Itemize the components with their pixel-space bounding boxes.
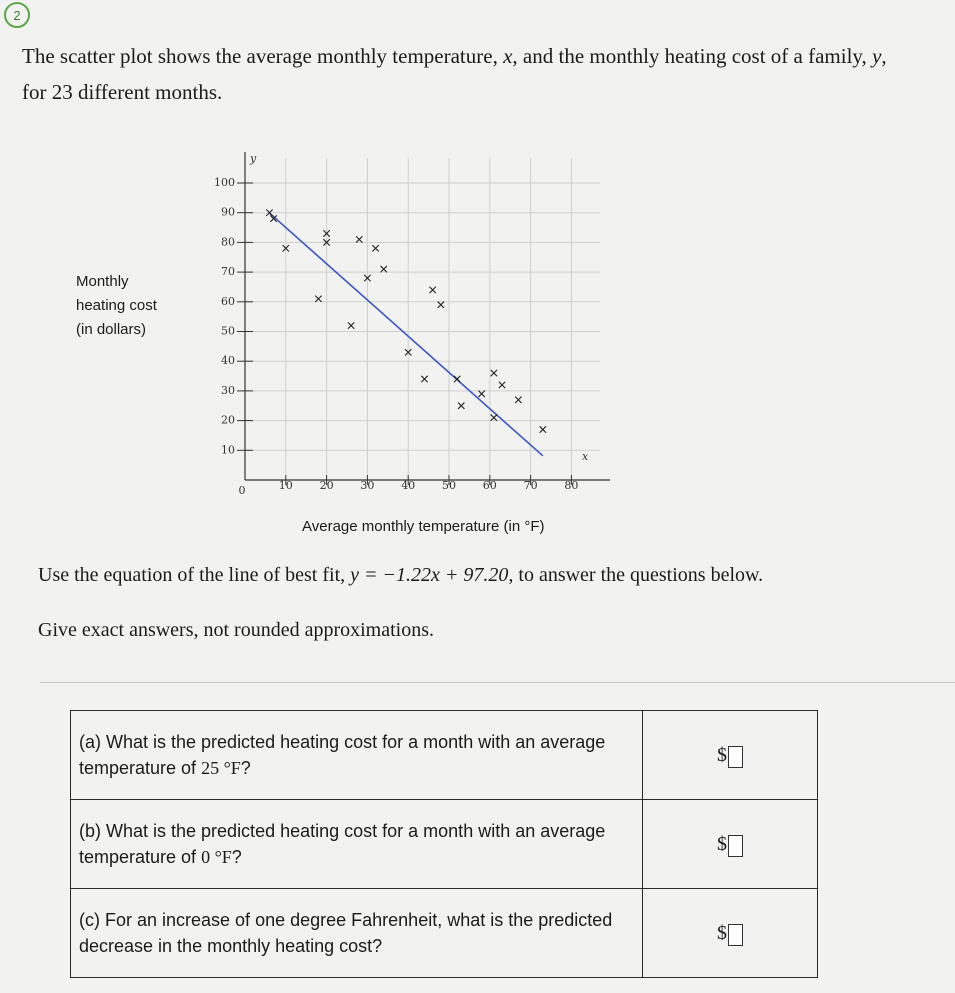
question-b-prompt: (b) What is the predicted heating cost for a month with an average temperature of [79, 821, 606, 867]
y-tick-label: 70 [221, 265, 235, 279]
dollar-sign: $ [717, 744, 727, 766]
data-point [421, 376, 427, 382]
answer-a [717, 742, 743, 768]
y-tick-label: 50 [221, 324, 235, 338]
x-tick-label: 20 [319, 479, 334, 492]
dollar-sign: $ [717, 833, 727, 855]
instructions-line2: Give exact answers, not rounded approximations. [38, 619, 435, 641]
data-point [515, 397, 521, 403]
divider [40, 682, 955, 683]
intro-part2: , and the monthly heating cost of a family, [512, 44, 867, 68]
intro-part1: The scatter plot shows the average monthly temperature, [22, 44, 498, 68]
intro-part3: , [881, 44, 887, 68]
x-axis-variable: x [582, 450, 589, 463]
x-tick-label: 60 [482, 479, 497, 492]
intro-var-y: y [872, 44, 882, 68]
data-point [315, 296, 321, 302]
question-c-prompt: (c) For an increase of one degree Fahrenheit, what is the predicted decrease in the monthly heating cost? [79, 910, 613, 956]
y-axis-title-line: heating cost [76, 297, 157, 314]
intro-var-x: x [503, 44, 513, 68]
question-a-end: ? [240, 758, 251, 778]
y-tick-label: 30 [221, 383, 235, 397]
data-point [491, 414, 497, 420]
question-row-a [71, 711, 818, 800]
answer-b [717, 831, 743, 857]
data-point [372, 245, 378, 251]
answer-c-cell [643, 889, 818, 978]
best-fit-equation: y = −1.22x + 97.20 [350, 564, 509, 586]
y-tick-label: 10 [221, 443, 235, 457]
data-point [348, 322, 354, 328]
answer-b-input[interactable] [728, 835, 743, 857]
answer-c [717, 920, 743, 946]
data-point [478, 391, 484, 397]
x-tick-label: 70 [523, 479, 538, 492]
origin-label: 0 [238, 484, 246, 497]
data-point [454, 376, 460, 382]
x-tick-label: 50 [442, 479, 456, 492]
instructions-prefix: Use the equation of the line of best fit, [38, 564, 346, 586]
x-tick-label: 40 [401, 479, 416, 492]
data-point [491, 370, 497, 376]
best-fit-line [269, 213, 542, 456]
question-b-value: 0 °F [201, 847, 232, 867]
y-tick-label: 40 [221, 354, 235, 368]
answer-a-cell [643, 711, 818, 800]
data-point [381, 266, 387, 272]
instructions-suffix: , to answer the questions below. [508, 564, 764, 586]
question-b-text [71, 800, 643, 889]
data-point [499, 382, 505, 388]
intro-text [22, 38, 942, 110]
question-c-text [71, 889, 643, 978]
y-tick-label: 80 [221, 235, 235, 249]
y-tick-label: 60 [221, 294, 235, 308]
y-axis-variable: y [250, 152, 257, 165]
dollar-sign: $ [717, 922, 727, 944]
data-point [438, 302, 444, 308]
scatter-plot [0, 130, 640, 510]
y-tick-label: 100 [214, 176, 235, 189]
answer-b-cell [643, 800, 818, 889]
x-tick-label: 10 [278, 479, 293, 492]
answer-a-input[interactable] [728, 746, 743, 768]
x-tick-label: 80 [564, 479, 579, 492]
y-tick-label: 90 [221, 205, 235, 219]
data-point [458, 403, 464, 409]
instructions-line1 [38, 562, 763, 588]
intro-line2: for 23 different months. [22, 80, 223, 104]
y-tick-label: 20 [221, 413, 235, 427]
question-number-badge: 2 [4, 2, 30, 28]
question-a-text [71, 711, 643, 800]
data-point [356, 236, 362, 242]
question-b-end: ? [231, 847, 242, 867]
answer-c-input[interactable] [728, 924, 743, 946]
question-a-value: 25 °F [201, 758, 241, 778]
data-point [540, 426, 546, 432]
question-row-b [71, 800, 818, 889]
x-axis-title: Average monthly temperature (in °F) [302, 518, 545, 535]
y-axis-title-line: (in dollars) [76, 321, 147, 338]
y-axis-title-line: Monthly [76, 273, 129, 290]
question-row-c [71, 889, 818, 978]
data-point [429, 287, 435, 293]
question-a-prompt: (a) What is the predicted heating cost for a month with an average temperature of [79, 732, 606, 778]
questions-table [70, 710, 818, 978]
x-tick-label: 30 [360, 479, 375, 492]
